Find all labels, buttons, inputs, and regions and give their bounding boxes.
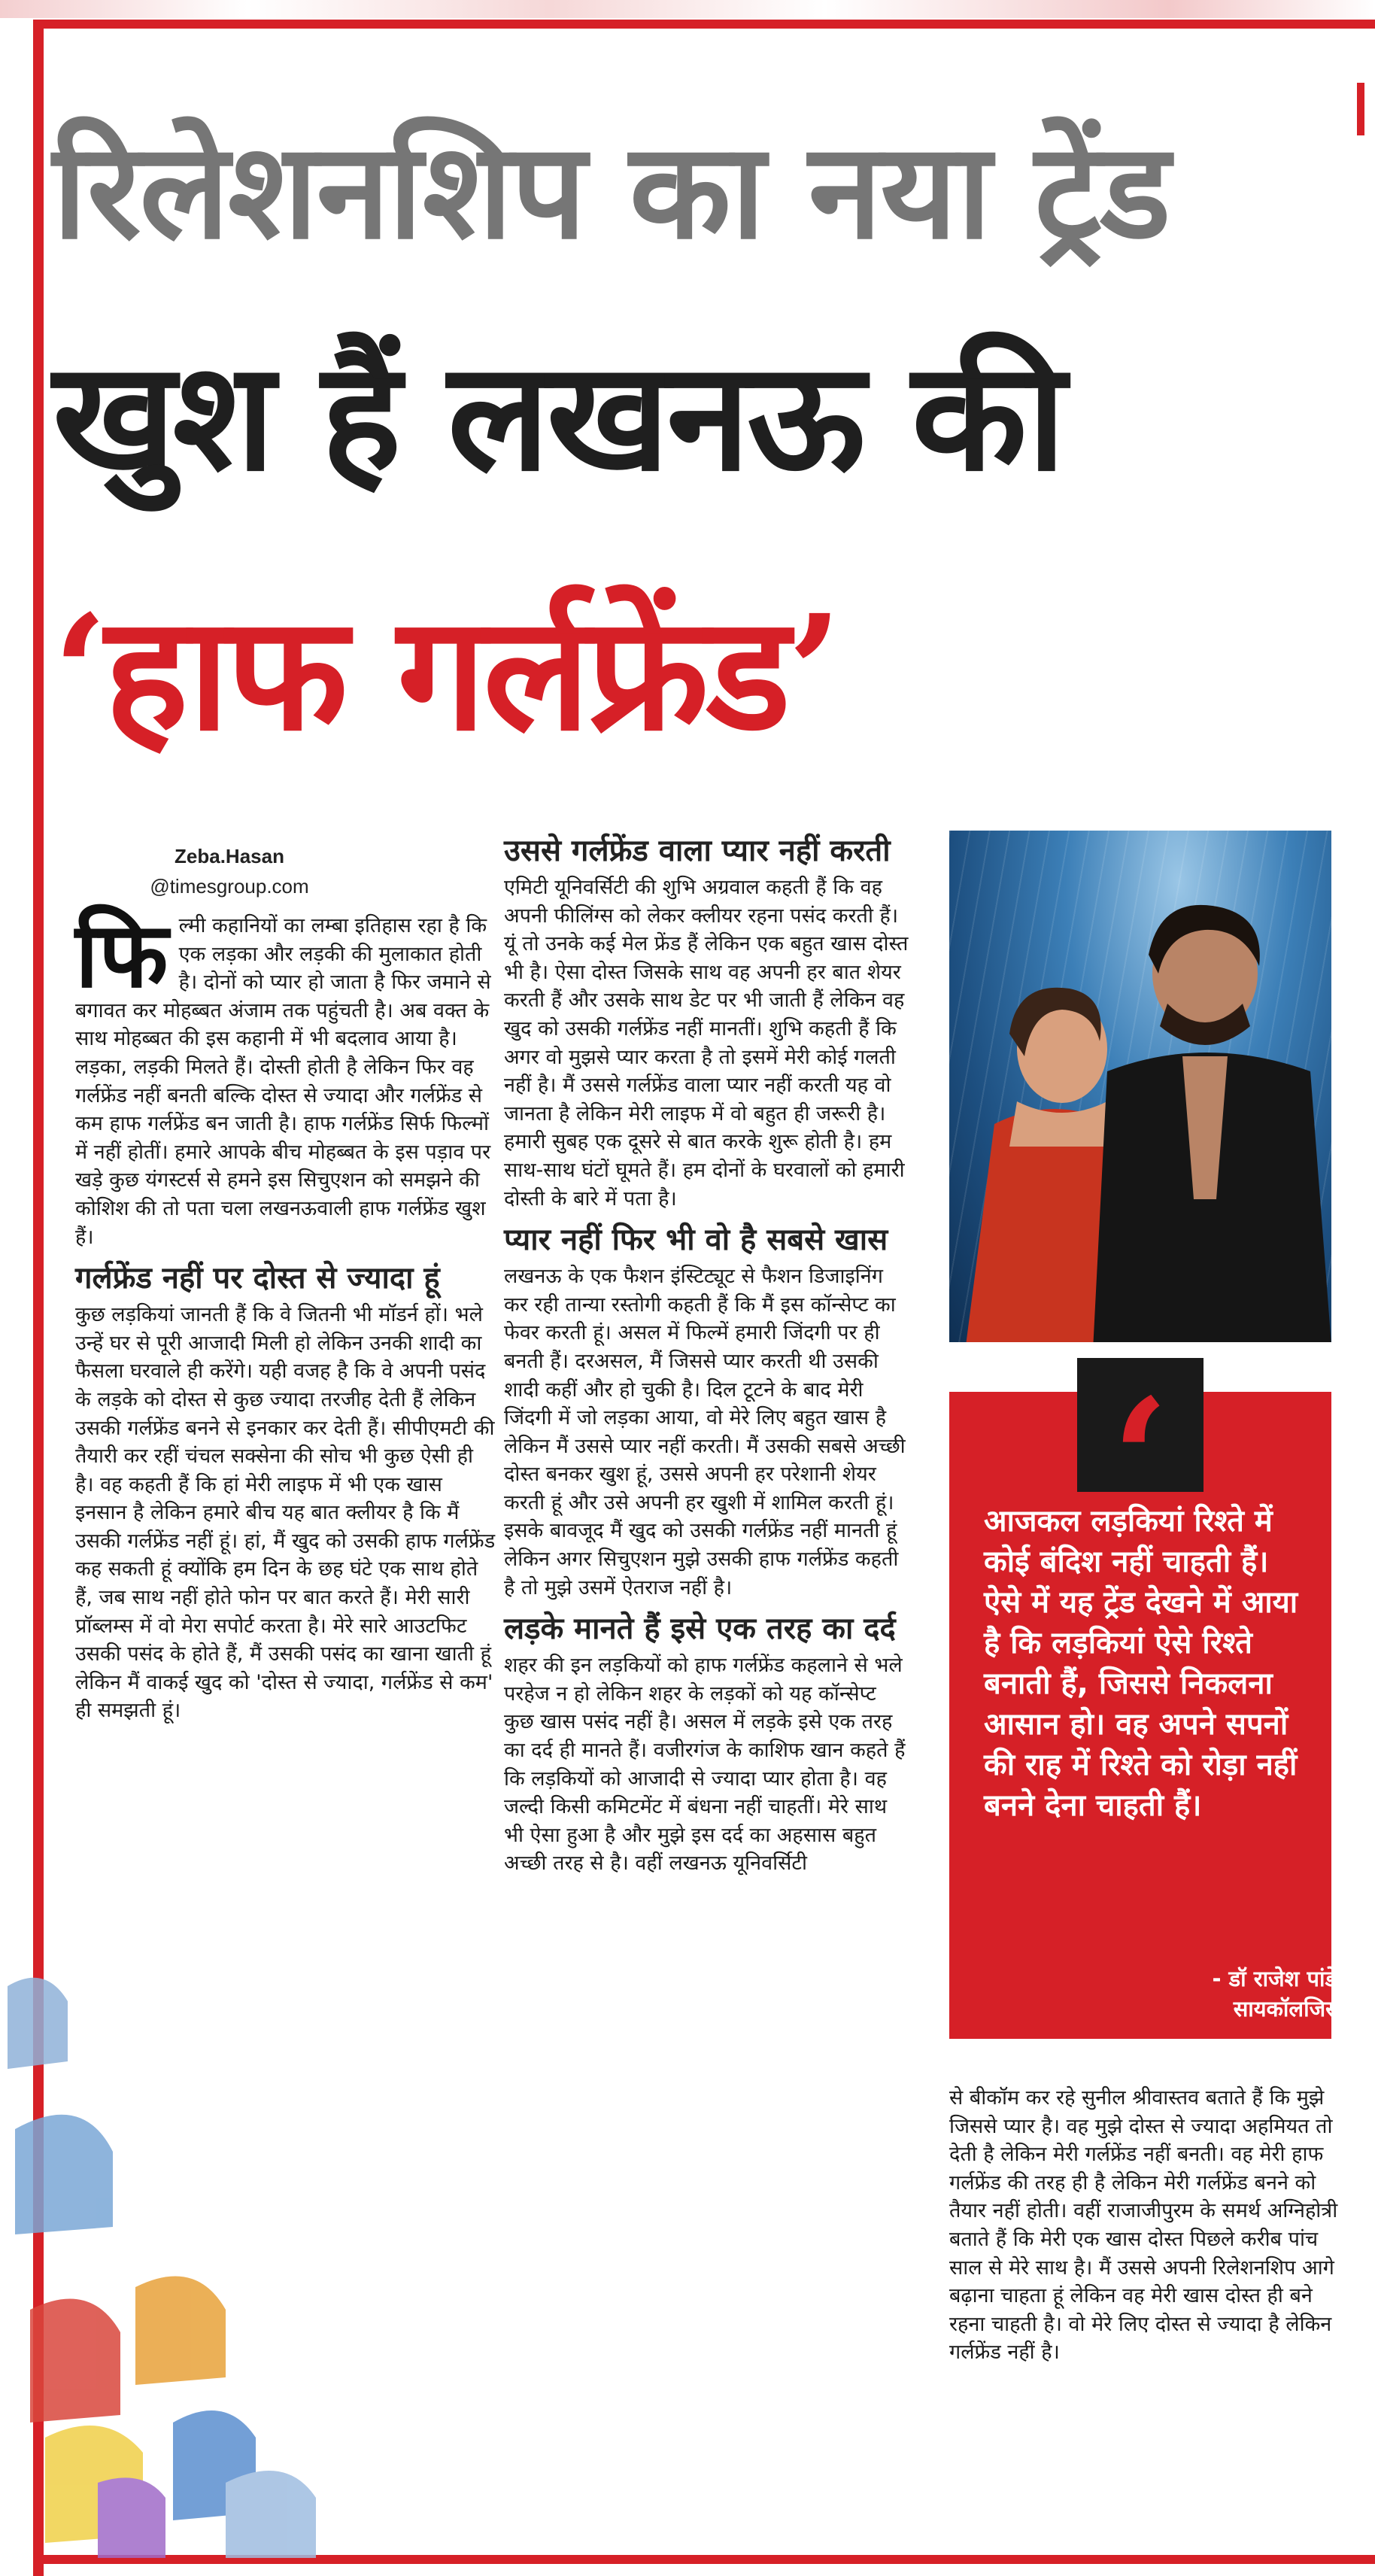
top-strip: [0, 0, 1375, 18]
attribution-title: सायकॉलजिस्ट: [1233, 1996, 1345, 2022]
thumbs-up-illustration: [0, 1956, 331, 2558]
section-heading-4: लड़के मानते हैं इसे एक तरह का दर्द: [504, 1612, 896, 1647]
headline-main: खुश हैं लखनऊ की: [53, 330, 1064, 505]
byline-email: @timesgroup.com: [150, 875, 309, 898]
page-edge-mark: [1357, 83, 1364, 135]
thumbs-up-icon: [8, 1978, 316, 2558]
article-column-1: [75, 904, 496, 1725]
headline-highlight: ‘हाफ गर्लफ्रेंड’: [53, 580, 840, 766]
pull-quote-attribution: [978, 1964, 1345, 2024]
section-body-2: एमिटी यूनिवर्सिटी की शुभि अग्रवाल कहती हैं कि वह अपनी फीलिंग्स को लेकर क्लीयर रहना पसंद करती हैं। यूं तो उनके कई मेल फ्रेंड हैं लेकिन एक बहुत खास दोस्त भी है। ऐसा दोस्त जिसके साथ वह अपनी हर बात शेयर करती हैं और उसके साथ डेट पर भी जाती हैं लेकिन वह खुद को उसकी गर्लफ्रेंड नहीं मानतीं। शुभि कहती हैं कि अगर वो मुझसे प्यार करता है तो इसमें मेरी कोई गलती नहीं है। मैं उससे गर्लफ्रेंड वाला प्यार नहीं करती यह वो जानता है लेकिन मेरी लाइफ में वो बहुत ही जरूरी है। हमारी सुबह एक दूसरे से बात करके शुरू होती है। हम साथ-साथ घंटों घूमते हैं। हम दोनों के घरवालों को हमारी दोस्ती के बारे में पता है।: [504, 876, 909, 1211]
article-column-2: [504, 831, 910, 1878]
quote-icon: ‘: [1111, 1362, 1170, 1557]
section-heading-3: प्यार नहीं फिर भी वो है सबसे खास: [504, 1223, 888, 1258]
man-figure: [1062, 883, 1331, 1342]
byline: [105, 841, 354, 901]
pull-quote-text: आजकल लड़कियां रिश्ते में कोई बंदिश नहीं चाहती हैं। ऐसे में यह ट्रेंड देखने में आया है कि लड़कियां ऐसे रिश्ते बनाती हैं, जिससे निकलना आसान हो। वह अपने सपनों की राह में रिश्ते को रोड़ा नहीं बनने देना चाहती हैं।: [984, 1504, 1298, 1823]
section-body-4-continued: से बीकॉम कर रहे सुनील श्रीवास्तव बताते हैं कि मुझे जिससे प्यार है। वह मुझे दोस्त से ज्यादा अहमियत तो देती है लेकिन मेरी गर्लफ्रेंड नहीं बनती। वह मेरी हाफ गर्लफ्रेंड की तरह ही है लेकिन मेरी गर्लफ्रेंड बनने को तैयार नहीं होती। वहीं राजाजीपुरम के समर्थ अग्निहोत्री बताते हैं कि मेरी एक खास दोस्त पिछले करीब पांच साल से मेरे साथ है। मैं उससे अपनी रिलेशनशिप आगे बढ़ाना चाहता हूं लेकिन वह मेरी खास दोस्त ही बने रहना चाहती है। वो मेरे लिए दोस्त से ज्यादा है लेकिन गर्लफ्रेंड नहीं है।: [949, 2086, 1338, 2365]
byline-name: Zeba.Hasan: [175, 845, 284, 867]
drop-cap: फि: [75, 904, 168, 1008]
section-heading-2: उससे गर्लफ्रेंड वाला प्यार नहीं करती: [504, 834, 891, 868]
section-body-3: लखनऊ के एक फैशन इंस्टिट्यूट से फैशन डिजाइनिंग कर रही तान्या रस्तोगी कहती हैं कि मैं इस कॉन्सेप्ट का फेवर करती हूं। असल में फिल्में हमारी जिंदगी पर ही बनती हैं। दरअसल, मैं जिससे प्यार करती थी उसकी शादी कहीं और हो चुकी है। दिल टूटने के बाद मेरी जिंदगी में जो लड़का आया, वो मेरे लिए बहुत खास है लेकिन मैं उससे प्यार नहीं करती। मैं उसकी सबसे अच्छी दोस्त बनकर खुश हूं, उससे अपनी हर परेशानी शेयर करती हूं और उसे अपनी हर खुशी में शामिल करती हूं। इसके बावजूद मैं खुद को उसकी गर्लफ्रेंड नहीं मानती हूं लेकिन अगर सिचुएशन मुझे उसकी हाफ गर्लफ्रेंड कहती है तो मुझे उसमें ऐतराज नहीं है।: [504, 1265, 906, 1599]
attribution-name: - डॉ राजेश पांडे,: [1212, 1966, 1345, 1991]
section-body-1: कुछ लड़कियां जानती हैं कि वे जितनी भी मॉडर्न हों। भले उन्हें घर से पूरी आजादी मिली हो लेकिन उनकी शादी का फैसला घरवाले ही करेंगे। यही वजह है कि वे अपनी पसंद के लड़के को दोस्त से कुछ ज्यादा तरजीह देती हैं लेकिन उसकी गर्लफ्रेंड बनने से इनकार कर देती हैं। सीपीएमटी की तैयारी कर रहीं चंचल सक्सेना की सोच भी कुछ ऐसी ही है। वह कहती हैं कि हां मेरी लाइफ में भी एक खास इनसान है लेकिन हमारे बीच यह बात क्लीयर है कि मैं उसकी गर्लफ्रेंड नहीं हूं। हां, मैं खुद को उसकी हाफ गर्लफ्रेंड कह सकती हूं क्योंकि हम दिन के छह घंटे एक साथ होते हैं, जब साथ नहीं होते फोन पर बात करते हैं। मेरी सारी प्रॉब्लम्स में वो मेरा सपोर्ट करता है। मेरे सारे आउटफिट उसकी पसंद के होते हैं, मैं उसकी पसंद का खाना खाती हूं लेकिन मैं वाकई खुद को 'दोस्त से ज्यादा, गर्लफ्रेंड से कम' ही समझती हूं।: [75, 1303, 496, 1723]
section-heading-1: गर्लफ्रेंड नहीं पर दोस्त से ज्यादा हूं: [75, 1261, 440, 1296]
movie-still-photo: [949, 831, 1331, 1342]
article-column-3: [949, 2084, 1340, 2367]
page-border-top: [33, 20, 1375, 29]
quote-mark-box: [1077, 1358, 1204, 1557]
section-body-4: शहर की इन लड़कियों को हाफ गर्लफ्रेंड कहलाने से भले परहेज न हो लेकिन शहर के लड़कों को यह कॉन्सेप्ट कुछ खास पसंद नहीं है। असल में लड़के इसे एक तरह का दर्द ही मानते हैं। वजीरगंज के काशिफ खान कहते हैं कि लड़कियों को आजादी से ज्यादा प्यार होता है। वह जल्दी किसी कमिटमेंट में बंधना नहीं चाहतीं। मेरे साथ भी ऐसा हुआ है और मुझे इस दर्द का अहसास बहुत अच्छी तरह से है। वहीं लखनऊ यूनिवर्सिटी: [504, 1654, 906, 1876]
article-intro: ल्मी कहानियों का लम्बा इतिहास रहा है कि एक लड़का और लड़की की मुलाकात होती है। दोनों को प्यार हो जाता है फिर जमाने से बगावत कर मोहब्बत अंजाम तक पहुंचती है। अब वक्त के साथ मोहब्बत की इस कहानी में भी बदलाव आया है। लड़का, लड़की मिलते हैं। दोस्ती होती है लेकिन फिर वह गर्लफ्रेंड नहीं बनती बल्कि दोस्त से ज्यादा और गर्लफ्रेंड से कम हाफ गर्लफ्रेंड बन जाती है। हाफ गर्लफ्रेंड सिर्फ फिल्मों में नहीं होतीं। हमारे आपके बीच मोहब्बत के इस पड़ाव पर खड़े कुछ यंगस्टर्स से हमने इस सिचुएशन को समझने की कोशिश की तो पता चला लखनऊवाली हाफ गर्लफ्रेंड खुश हैं।: [75, 914, 491, 1249]
headline-kicker: रिलेशनशिप का नया ट्रेंड: [53, 114, 1170, 269]
